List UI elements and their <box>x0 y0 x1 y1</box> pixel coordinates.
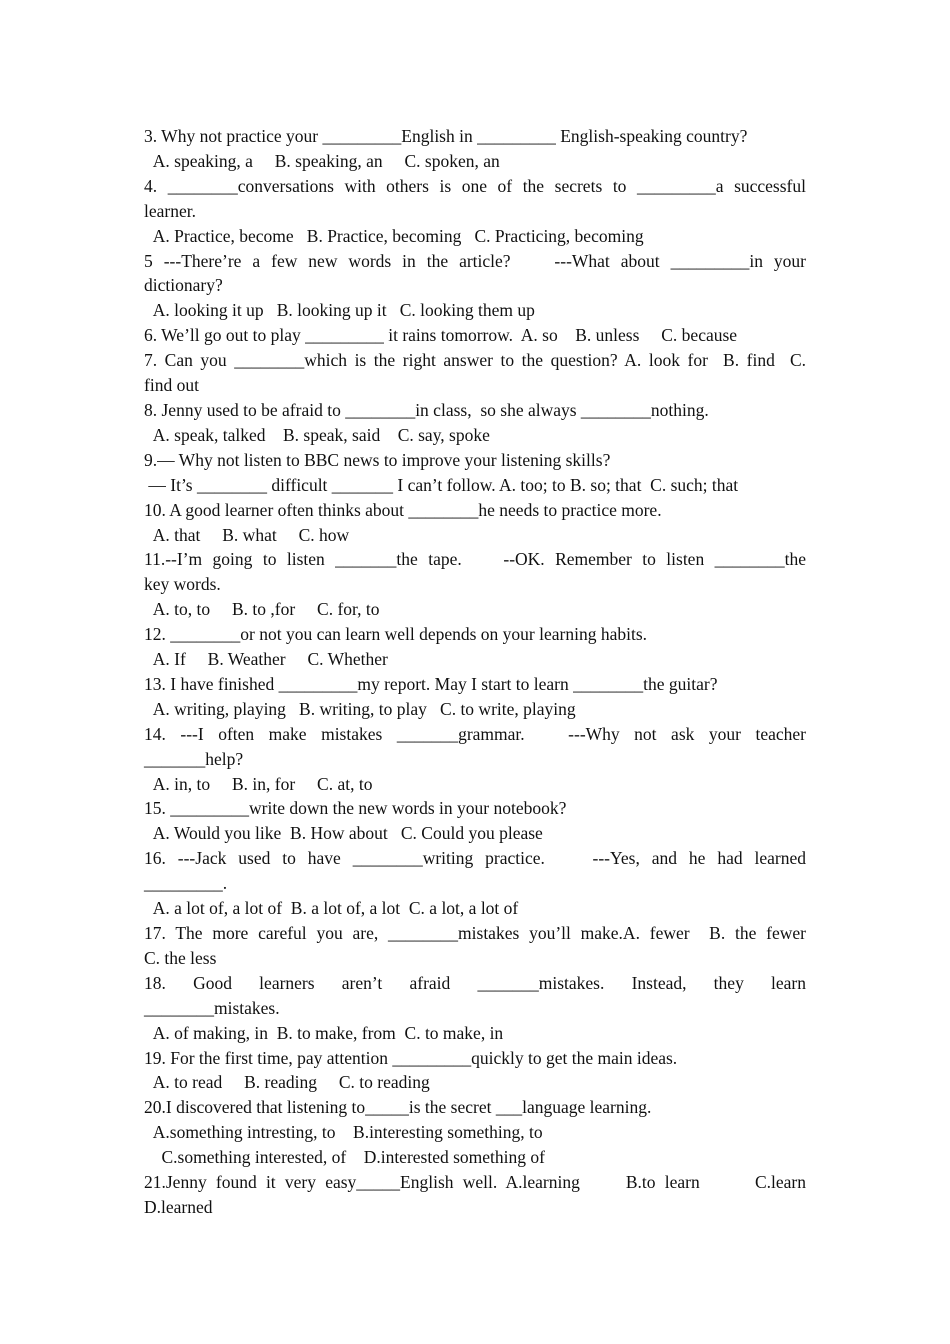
question-16-options: A. a lot of, a lot of B. a lot of, a lot C. a lot, a lot of <box>144 898 519 919</box>
question-20-options-cd: C.something interested, of D.interested something of <box>144 1147 545 1168</box>
question-14-options: A. in, to B. in, for C. at, to <box>144 773 373 794</box>
question-13-stem: 13. I have finished _________my report. May I start to learn ________the guitar? <box>144 673 718 694</box>
question-18-stem: 18. Good learners aren’t afraid _______mistakes. Instead, they learn <box>144 972 806 993</box>
question-11-stem-cont: key words. <box>144 574 221 595</box>
question-8-stem: 8. Jenny used to be afraid to ________in class, so she always ________nothing. <box>144 399 709 420</box>
question-19-options: A. to read B. reading C. to reading <box>144 1072 430 1093</box>
question-7-line: 7. Can you ________which is the right answer to the question? A. look for B. find C. <box>144 350 806 371</box>
question-9-response: — It’s ________ difficult _______ I can’t follow. A. too; to B. so; that C. such; that <box>144 474 739 495</box>
question-17-line: 17. The more careful you are, ________mistakes you’ll make.A. fewer B. the fewer <box>144 923 806 943</box>
question-12-stem: 12. ________or not you can learn well depends on your learning habits. <box>144 624 648 645</box>
question-20-options-ab: A.something intresting, to B.interesting something, to <box>144 1122 543 1143</box>
question-20-stem: 20.I discovered that listening to_____is the secret ___language learning. <box>144 1097 652 1118</box>
question-16-stem-cont: _________. <box>144 873 228 894</box>
question-4-stem-cont: learner. <box>144 200 196 221</box>
question-15-stem: 15. _________write down the new words in your notebook? <box>144 798 567 819</box>
question-21-line-cont: D.learned <box>144 1196 213 1217</box>
question-7-line-cont: find out <box>144 375 199 396</box>
question-4-options: A. Practice, become B. Practice, becoming C. Practicing, becoming <box>144 225 644 246</box>
question-14-stem: 14. ---I often make mistakes _______grammar. ---Why not ask your teacher <box>144 723 806 744</box>
question-12-options: A. If B. Weather C. Whether <box>144 649 388 670</box>
document-page <box>144 124 806 1220</box>
question-11-options: A. to, to B. to ,for C. for, to <box>144 599 380 620</box>
question-18-stem-cont: ________mistakes. <box>144 997 280 1018</box>
question-14-stem-cont: _______help? <box>144 748 244 769</box>
question-9-stem: 9.— Why not listen to BBC news to improve your listening skills? <box>144 449 611 470</box>
question-5-stem-cont: dictionary? <box>144 275 223 296</box>
question-19-stem: 19. For the first time, pay attention _________quickly to get the main ideas. <box>144 1047 678 1068</box>
question-3-stem: 3. Why not practice your _________English in _________ English-speaking country? <box>144 126 748 146</box>
question-5-options: A. looking it up B. looking up it C. looking them up <box>144 300 535 321</box>
question-18-options: A. of making, in B. to make, from C. to make, in <box>144 1022 504 1043</box>
question-21-line: 21.Jenny found it very easy_____English well. A.learning B.to learn C.learn <box>144 1172 806 1193</box>
question-17-line-cont: C. the less <box>144 947 217 968</box>
question-13-options: A. writing, playing B. writing, to play C. to write, playing <box>144 698 576 719</box>
question-8-options: A. speak, talked B. speak, said C. say, spoke <box>144 424 490 445</box>
question-5-stem: 5 ---There’re a few new words in the article? ---What about _________in your <box>144 250 806 271</box>
question-15-options: A. Would you like B. How about C. Could you please <box>144 823 543 844</box>
question-11-stem: 11.--I’m going to listen _______the tape. --OK. Remember to listen ________the <box>144 549 806 570</box>
question-10-options: A. that B. what C. how <box>144 524 350 545</box>
question-4-stem: 4. ________conversations with others is one of the secrets to _________a successful <box>144 175 806 196</box>
question-10-stem: 10. A good learner often thinks about ________he needs to practice more. <box>144 499 662 520</box>
question-16-stem: 16. ---Jack used to have ________writing practice. ---Yes, and he had learned <box>144 848 806 869</box>
question-6-line: 6. We’ll go out to play _________ it rains tomorrow. A. so B. unless C. because <box>144 325 738 346</box>
question-3-options: A. speaking, a B. speaking, an C. spoken, an <box>144 150 500 171</box>
